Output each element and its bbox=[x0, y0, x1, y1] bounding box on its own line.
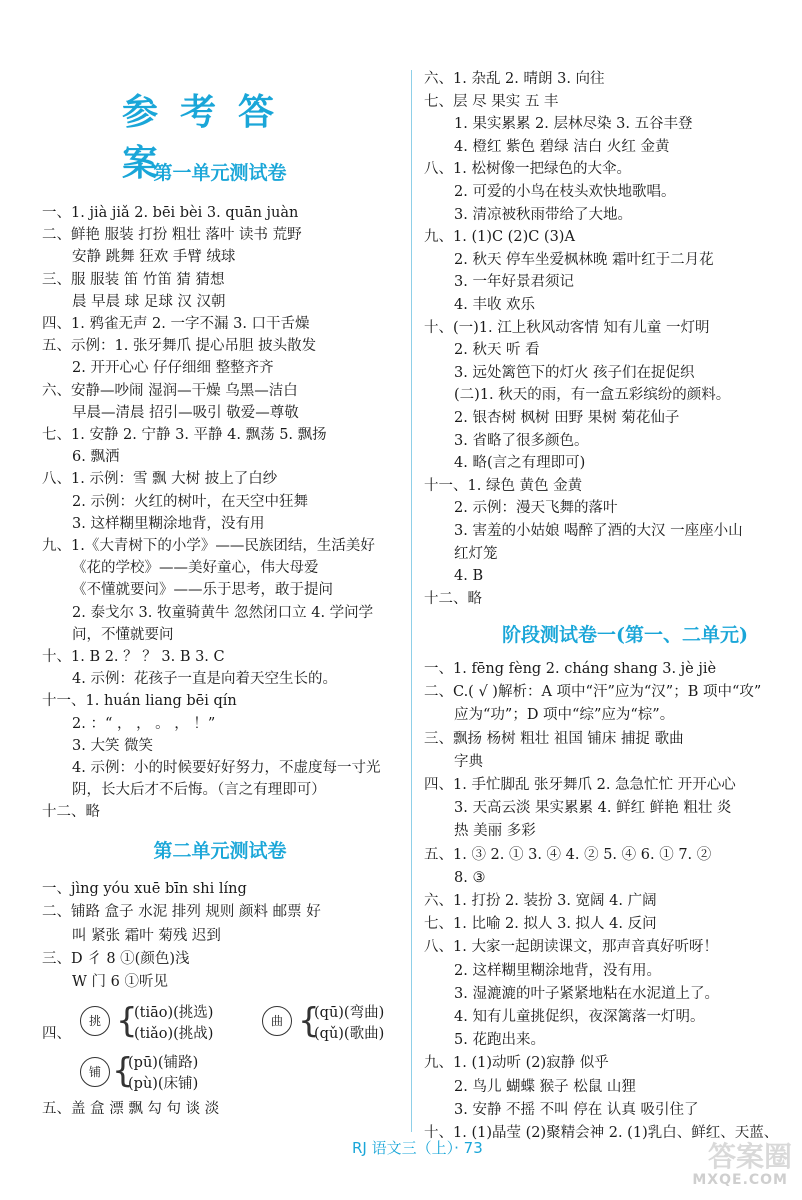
answer-line: 3. 一年好景君须记 bbox=[454, 274, 574, 291]
answer-line: 3. 害羞的小姑娘 喝醉了酒的大汉 一座座小山 bbox=[454, 523, 743, 539]
answer-line: 十、1. (1)晶莹 (2)聚精会神 2. (1)乳白、鲜红、天蓝、 bbox=[424, 1125, 779, 1141]
answer-line: 九、1. (1)动听 (2)寂静 似乎 bbox=[424, 1055, 609, 1072]
answer-line: 五、示例：1. 张牙舞爪 提心吊胆 披头散发 bbox=[42, 338, 317, 355]
answer-line: 八、1. 示例：雪 飘 大树 披上了白纱 bbox=[42, 471, 278, 488]
answer-line: 十一、1. huán liang bēi qín bbox=[42, 693, 237, 710]
answer-line: 2. 秋天 听 看 bbox=[454, 342, 540, 359]
answer-line: 三、飘扬 杨树 粗壮 祖国 铺床 捕捉 歌曲 bbox=[424, 730, 684, 747]
answer-line: W 门 6 ①听见 bbox=[72, 974, 168, 991]
answer-line: 一、1. jià jiǎ 2. bēi bèi 3. quān juàn bbox=[42, 205, 299, 221]
answer-line: 二、铺路 盒子 水泥 排列 规则 颜料 邮票 好 bbox=[42, 904, 321, 921]
answer-line: 阴，长大后才不后悔。（言之有理即可） bbox=[72, 782, 326, 799]
answer-line: 红灯笼 bbox=[454, 545, 498, 562]
answer-line: 七、层 尽 果实 五 丰 bbox=[424, 93, 559, 110]
watermark-url: MXQE.COM bbox=[692, 1172, 788, 1188]
answer-line: 4. 知有儿童挑促织，夜深篱落一灯明。 bbox=[454, 1009, 705, 1025]
answer-line: 一、jìng yóu xuē bīn shi líng bbox=[42, 881, 247, 897]
answer-line: 九、1.《大青树下的小学》——民族团结，生活美好 bbox=[42, 538, 375, 554]
answer-line: 十二、略 bbox=[42, 804, 100, 821]
qu-reading-1: (qū)(弯曲) bbox=[314, 1005, 385, 1021]
answer-line: 3. 清凉被秋雨带给了大地。 bbox=[454, 206, 632, 223]
answer-line: 2. 示例：火红的树叶，在天空中狂舞 bbox=[72, 493, 308, 510]
section-title-unit1: 第一单元测试卷 bbox=[153, 162, 287, 184]
answer-line: 十二、略 bbox=[424, 590, 482, 607]
answer-line: 3. 大笑 微笑 bbox=[72, 737, 154, 754]
answer-line: 4. B bbox=[454, 568, 484, 585]
tiao-reading-2: (tiǎo)(挑战) bbox=[134, 1026, 214, 1042]
answer-line: 4. 丰收 欢乐 bbox=[454, 297, 536, 313]
answer-line: (二)1. 秋天的雨，有一盒五彩缤纷的颜料。 bbox=[454, 387, 731, 404]
answer-line: 早晨—清晨 招引—吸引 敬爱—尊敬 bbox=[72, 404, 299, 421]
answer-line: 四、1. 鸦雀无声 2. 一字不漏 3. 口干舌燥 bbox=[42, 316, 310, 332]
answer-line: 晨 早晨 球 足球 汉 汉朝 bbox=[72, 293, 226, 310]
answer-line: 4. 示例：小的时候要好好努力，不虚度每一寸光 bbox=[72, 760, 381, 776]
answer-line: 十一、1. 绿色 黄色 金黄 bbox=[424, 477, 583, 494]
answer-line: 2. 这样糊里糊涂地背，没有用。 bbox=[454, 962, 661, 979]
answer-line: 3. 天高云淡 果实累累 4. 鲜红 鲜艳 粗壮 炎 bbox=[454, 800, 732, 817]
character-tiao-icon: 挑 bbox=[80, 1006, 110, 1036]
answer-line: 字典 bbox=[454, 753, 483, 770]
q4-label: 四、 bbox=[42, 1026, 71, 1042]
answer-line: 安静 跳舞 狂欢 手臂 绒球 bbox=[72, 249, 236, 266]
qu-reading-2: (qǔ)(歌曲) bbox=[314, 1026, 385, 1042]
column-divider bbox=[411, 70, 412, 1132]
tiao-reading-1: (tiāo)(挑选) bbox=[134, 1005, 214, 1021]
answer-line: 2. ：“ ， ， 。 ， ！” bbox=[72, 715, 216, 732]
answer-line: 六、安静—吵闹 湿润—干燥 乌黑—洁白 bbox=[42, 382, 298, 399]
answer-line: 4. 橙红 紫色 碧绿 洁白 火红 金黄 bbox=[454, 138, 670, 155]
brace-icon: { bbox=[116, 1001, 138, 1041]
answer-line: 3. 湿漉漉的叶子紧紧地粘在水泥道上了。 bbox=[454, 985, 719, 1002]
answer-line: 十、(一)1. 江上秋风动客情 知有儿童 一灯明 bbox=[424, 319, 710, 336]
answer-line: 3. 远处篱笆下的灯火 孩子们在捉促织 bbox=[454, 364, 695, 381]
brace-icon: { bbox=[112, 1051, 134, 1091]
answer-line: 七、1. 安静 2. 宁静 3. 平静 4. 飘荡 5. 飘扬 bbox=[42, 427, 327, 443]
answer-line: 六、1. 杂乱 2. 晴朗 3. 向往 bbox=[424, 71, 605, 87]
answer-line: 四、1. 手忙脚乱 张牙舞爪 2. 急急忙忙 开开心心 bbox=[424, 777, 736, 793]
answer-line: 二、鲜艳 服装 打扮 粗壮 落叶 读书 荒野 bbox=[42, 227, 302, 244]
answer-line: 六、1. 打扮 2. 装扮 3. 宽阔 4. 广阔 bbox=[424, 893, 657, 909]
answer-line: 一、1. fēng fèng 2. cháng shang 3. jè jiè bbox=[424, 661, 717, 677]
answer-line: 3. 省略了很多颜色。 bbox=[454, 432, 589, 449]
answer-line: 2. 鸟儿 蝴蝶 猴子 松鼠 山狸 bbox=[454, 1078, 636, 1095]
answer-line: 4. 略(言之有理即可) bbox=[454, 455, 586, 472]
answer-line: 2. 可爱的小鸟在枝头欢快地歌唱。 bbox=[454, 184, 676, 200]
answer-line: 叫 紧张 霜叶 菊残 迟到 bbox=[72, 927, 221, 944]
answer-line: 《花的学校》——美好童心，伟大母爱 bbox=[72, 560, 319, 577]
answer-line: 3. 这样糊里糊涂地背，没有用 bbox=[72, 515, 265, 532]
section-title-unit2: 第二单元测试卷 bbox=[153, 840, 287, 862]
answer-line: 2. 示例：漫天飞舞的落叶 bbox=[454, 500, 618, 517]
answer-line: 问，不懂就要问 bbox=[72, 626, 174, 643]
pu-reading-2: (pù)(床铺) bbox=[128, 1076, 199, 1092]
answer-line: 5. 花跑出来。 bbox=[454, 1032, 545, 1049]
page-title: 参考答案 bbox=[122, 91, 297, 184]
answer-line: 八、1. 松树像一把绿色的大伞。 bbox=[424, 161, 631, 178]
character-qu-icon: 曲 bbox=[262, 1006, 292, 1036]
answer-line: 应为“功”；D 项中“综”应为“棕”。 bbox=[454, 707, 675, 724]
answer-line: 2. 银杏树 枫树 田野 果树 菊花仙子 bbox=[454, 410, 680, 426]
q5-answer: 五、盖 盒 漂 飘 勾 句 谈 淡 bbox=[42, 1101, 220, 1117]
answer-line: 二、C.( √ )解析：A 项中“汗”应为“汉”；B 项中“攻” bbox=[424, 684, 762, 701]
watermark-logo: 答案圈 bbox=[707, 1140, 792, 1173]
answer-line: 8. ③ bbox=[454, 869, 486, 886]
pu-reading-1: (pū)(铺路) bbox=[128, 1055, 199, 1071]
answer-line: 1. 果实累累 2. 层林尽染 3. 五谷丰登 bbox=[454, 116, 693, 133]
character-pu-icon: 铺 bbox=[80, 1057, 110, 1087]
answer-line: 十、1. B 2. ？ ？ 3. B 3. C bbox=[42, 649, 225, 665]
answer-line: 三、服 服装 笛 竹笛 猜 猜想 bbox=[42, 271, 225, 288]
answer-line: 2. 开开心心 仔仔细细 整整齐齐 bbox=[72, 360, 274, 377]
page-footer: RJ 语文三（上）· 73 bbox=[352, 1139, 483, 1157]
answer-line: 2. 泰戈尔 3. 牧童骑黄牛 忽然闭口立 4. 学问学 bbox=[72, 604, 374, 621]
answer-line: 3. 安静 不摇 不叫 停在 认真 吸引住了 bbox=[454, 1101, 699, 1118]
answer-line: 2. 秋天 停车坐爱枫林晚 霜叶红于二月花 bbox=[454, 251, 714, 268]
answer-line: 6. 飘洒 bbox=[72, 449, 120, 466]
answer-line: 热 美丽 多彩 bbox=[454, 823, 536, 840]
answer-line: 八、1. 大家一起朗读课文，那声音真好听呀！ bbox=[424, 939, 718, 956]
answer-line: 七、1. 比喻 2. 拟人 3. 拟人 4. 反问 bbox=[424, 916, 657, 933]
brace-icon: { bbox=[298, 1001, 320, 1041]
answer-line: 4. 示例：花孩子一直是向着天空生长的。 bbox=[72, 671, 337, 688]
section-title-stage-test: 阶段测试卷一(第一、二单元) bbox=[502, 624, 748, 646]
answer-line: 《不懂就要问》——乐于思考，敢于提问 bbox=[72, 582, 333, 599]
answer-line: 三、D 彳 8 ①(颜色)浅 bbox=[42, 950, 190, 967]
answer-line: 五、1. ③ 2. ① 3. ④ 4. ② 5. ④ 6. ① 7. ② bbox=[424, 846, 712, 863]
answer-line: 九、1. (1)C (2)C (3)A bbox=[424, 229, 575, 246]
